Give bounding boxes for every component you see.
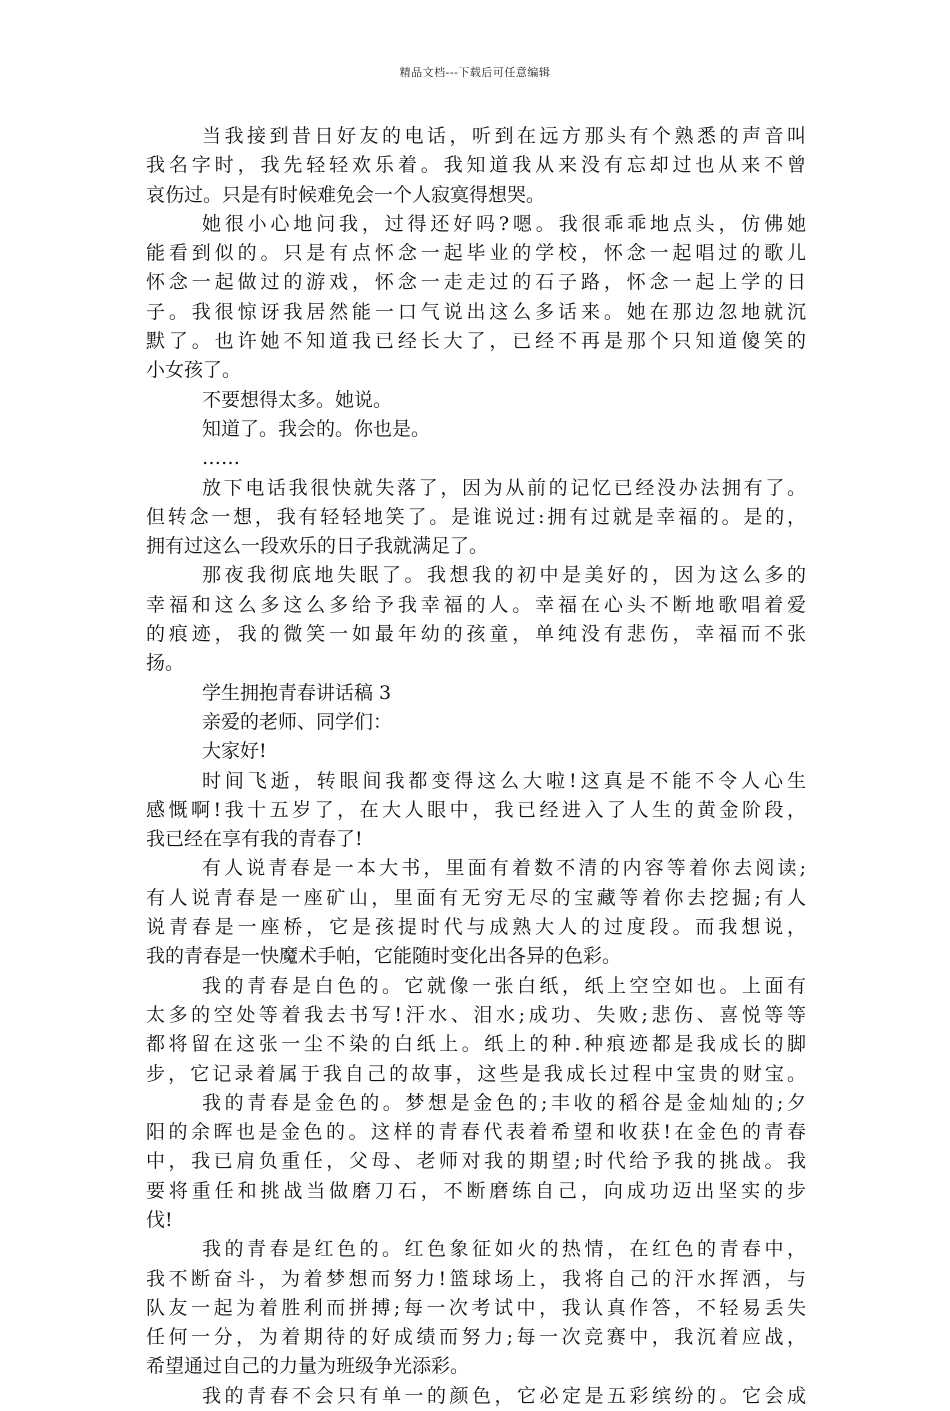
text-line: 放下电话我很快就失落了，因为从前的记忆已经没办法拥有了。 (202, 476, 806, 499)
text-line: 说青春是一座桥，它是孩提时代与成熟大人的过度段。而我想说， (146, 916, 806, 939)
text-line: 感慨啊!我十五岁了，在大人眼中，我已经进入了人生的黄金阶段， (146, 798, 806, 821)
text-line: 我的青春不会只有单一的颜色，它必定是五彩缤纷的。它会成 (202, 1384, 806, 1407)
text-line: 拥有过这么一段欢乐的日子我就满足了。 (146, 535, 489, 558)
text-line: 都将留在这张一尘不染的白纸上。纸上的种.种痕迹都是我成长的脚 (146, 1033, 806, 1056)
text-line: 中，我已肩负重任，父母、老师对我的期望;时代给予我的挑战。我 (146, 1150, 806, 1173)
text-line: 有人说青春是一座矿山，里面有无穷无尽的宝藏等着你去挖掘;有人 (146, 886, 806, 909)
text-line: 的痕迹，我的微笑一如最年幼的孩童，单纯没有悲伤，幸福而不张 (146, 623, 806, 646)
text-line: 大家好! (202, 740, 267, 763)
text-line: 能看到似的。只是有点怀念一起毕业的学校，怀念一起唱过的歌儿 (146, 242, 806, 265)
text-line: 幸福和这么多这么多给予我幸福的人。幸福在心头不断地歌唱着爱 (146, 593, 806, 616)
text-line: 我的青春是金色的。梦想是金色的;丰收的稻谷是金灿灿的;夕 (202, 1091, 806, 1114)
text-line: 有人说青春是一本大书，里面有着数不清的内容等着你去阅读; (202, 857, 806, 880)
text-line: 扬。 (146, 652, 185, 675)
text-line: 怀念一起做过的游戏，怀念一走走过的石子路，怀念一起上学的日 (146, 271, 806, 294)
text-line: 我已经在享有我的青春了! (146, 828, 363, 851)
text-line: 但转念一想，我有轻轻地笑了。是谁说过:拥有过就是幸福的。是的， (146, 505, 806, 528)
text-line: 子。我很惊讶我居然能一口气说出这么多话来。她在那边忽地就沉 (146, 300, 806, 323)
document-body (146, 122, 806, 1411)
text-line: 队友一起为着胜利而拼搏;每一次考试中，我认真作答，不轻易丢失 (146, 1296, 806, 1319)
text-line: 我的青春是白色的。它就像一张白纸，纸上空空如也。上面有 (202, 974, 806, 997)
page-header: 精品文档---下载后可任意编辑 (399, 66, 551, 79)
text-line: 知道了。我会的。你也是。 (202, 417, 431, 440)
text-line: 学生拥抱青春讲话稿 3 (202, 681, 392, 704)
text-line: 亲爱的老师、同学们： (202, 710, 393, 733)
text-line: 伐! (146, 1208, 173, 1231)
text-line: 小女孩了。 (146, 359, 242, 382)
text-line: 我的青春是一快魔术手帕，它能随时变化出各异的色彩。 (146, 945, 622, 968)
text-line: 那夜我彻底地失眠了。我想我的初中是美好的，因为这么多的 (202, 564, 806, 587)
text-line: 默了。也许她不知道我已经长大了，已经不再是那个只知道傻笑的 (146, 330, 806, 353)
text-line: 希望通过自己的力量为班级争光添彩。 (146, 1355, 470, 1378)
text-line: 任何一分，为着期待的好成绩而努力;每一次竞赛中，我沉着应战， (146, 1326, 806, 1349)
text-line: 我名字时，我先轻轻欢乐着。我知道我从来没有忘却过也从来不曾 (146, 154, 806, 177)
text-line: 不要想得太多。她说。 (202, 388, 393, 411)
text-line: 时间飞逝，转眼间我都变得这么大啦!这真是不能不令人心生 (202, 769, 806, 792)
text-line: 她很小心地问我，过得还好吗?嗯。我很乖乖地点头，仿佛她 (202, 212, 806, 235)
text-line: 我的青春是红色的。红色象征如火的热情，在红色的青春中， (202, 1238, 806, 1261)
text-line: 哀伤过。只是有时候难免会一个人寂寞得想哭。 (146, 183, 546, 206)
text-line: 阳的余晖也是金色的。这样的青春代表着希望和收获!在金色的青春 (146, 1121, 806, 1144)
text-line: 要将重任和挑战当做磨刀石，不断磨练自己，向成功迈出坚实的步 (146, 1179, 806, 1202)
text-line: 当我接到昔日好友的电话，听到在远方那头有个熟悉的声音叫 (202, 125, 806, 147)
text-line: 我不断奋斗，为着梦想而努力!篮球场上，我将自己的汗水挥洒，与 (146, 1267, 806, 1290)
text-line: …… (202, 447, 240, 470)
text-line: 太多的空处等着我去书写!汗水、泪水;成功、失败;悲伤、喜悦等等 (146, 1003, 806, 1026)
text-line: 步，它记录着属于我自己的故事，这些是我成长过程中宝贵的财宝。 (146, 1062, 806, 1085)
